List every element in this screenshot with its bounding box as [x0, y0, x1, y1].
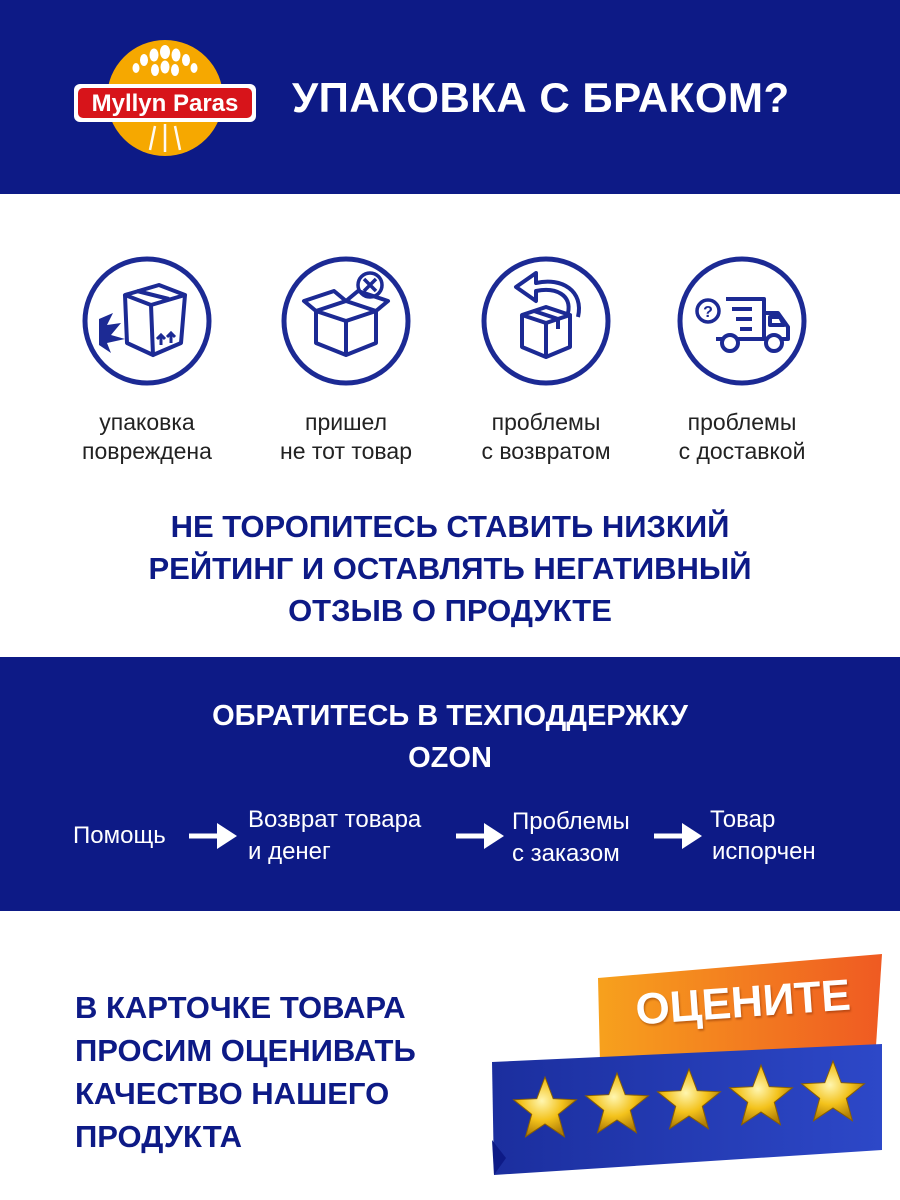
- arrow-right-icon: [652, 819, 704, 853]
- warning-message: [0, 506, 900, 632]
- warning-line: РЕЙТИНГ И ОСТАВЛЯТЬ НЕГАТИВНЫЙ: [148, 551, 752, 586]
- arrow-right-icon: [187, 819, 239, 853]
- step-order-problems: Проблемы с заказом: [512, 808, 630, 867]
- return-box-icon: [480, 255, 612, 387]
- logo-text: Myllyn Paras: [91, 90, 239, 117]
- issue-delivery-problems: [642, 255, 842, 466]
- header-banner: [0, 0, 900, 194]
- support-title: ОБРАТИТЕСЬ В ТЕХПОДДЕРЖКУ OZON: [212, 700, 688, 774]
- support-section: [0, 657, 900, 911]
- issue-wrong-item: [246, 255, 446, 466]
- wrong-item-box-icon: [280, 255, 412, 387]
- delivery-truck-icon: [676, 255, 808, 387]
- issue-label: проблемы с возвратом: [481, 409, 611, 464]
- warning-line: НЕ ТОРОПИТЕСЬ СТАВИТЬ НИЗКИЙ: [170, 509, 730, 544]
- issue-label: пришел не тот товар: [280, 409, 412, 464]
- issue-label: проблемы с доставкой: [678, 409, 806, 464]
- issue-label: упаковка повреждена: [82, 409, 212, 464]
- rate-badge-label: ОЦЕНИТЕ: [633, 970, 853, 1035]
- warning-line: ОТЗЫВ О ПРОДУКТЕ: [288, 593, 612, 628]
- arrow-right-icon: [454, 819, 506, 853]
- step-return-goods: Возврат товара и денег: [248, 806, 422, 865]
- page-title: УПАКОВКА С БРАКОМ?: [292, 74, 790, 121]
- damaged-box-icon: [81, 255, 213, 387]
- myllyn-paras-logo: [70, 38, 260, 158]
- svg-text:?: ?: [703, 304, 713, 321]
- step-spoiled-goods: Товар испорчен: [710, 806, 816, 865]
- issue-damaged-package: [47, 255, 247, 466]
- issue-return-problems: [446, 255, 646, 466]
- rating-request-text: В КАРТОЧКЕ ТОВАРА ПРОСИМ ОЦЕНИВАТЬ КАЧЕСТВО НАШЕГО ПРОДУКТА: [75, 990, 416, 1154]
- step-help: Помощь: [73, 822, 166, 849]
